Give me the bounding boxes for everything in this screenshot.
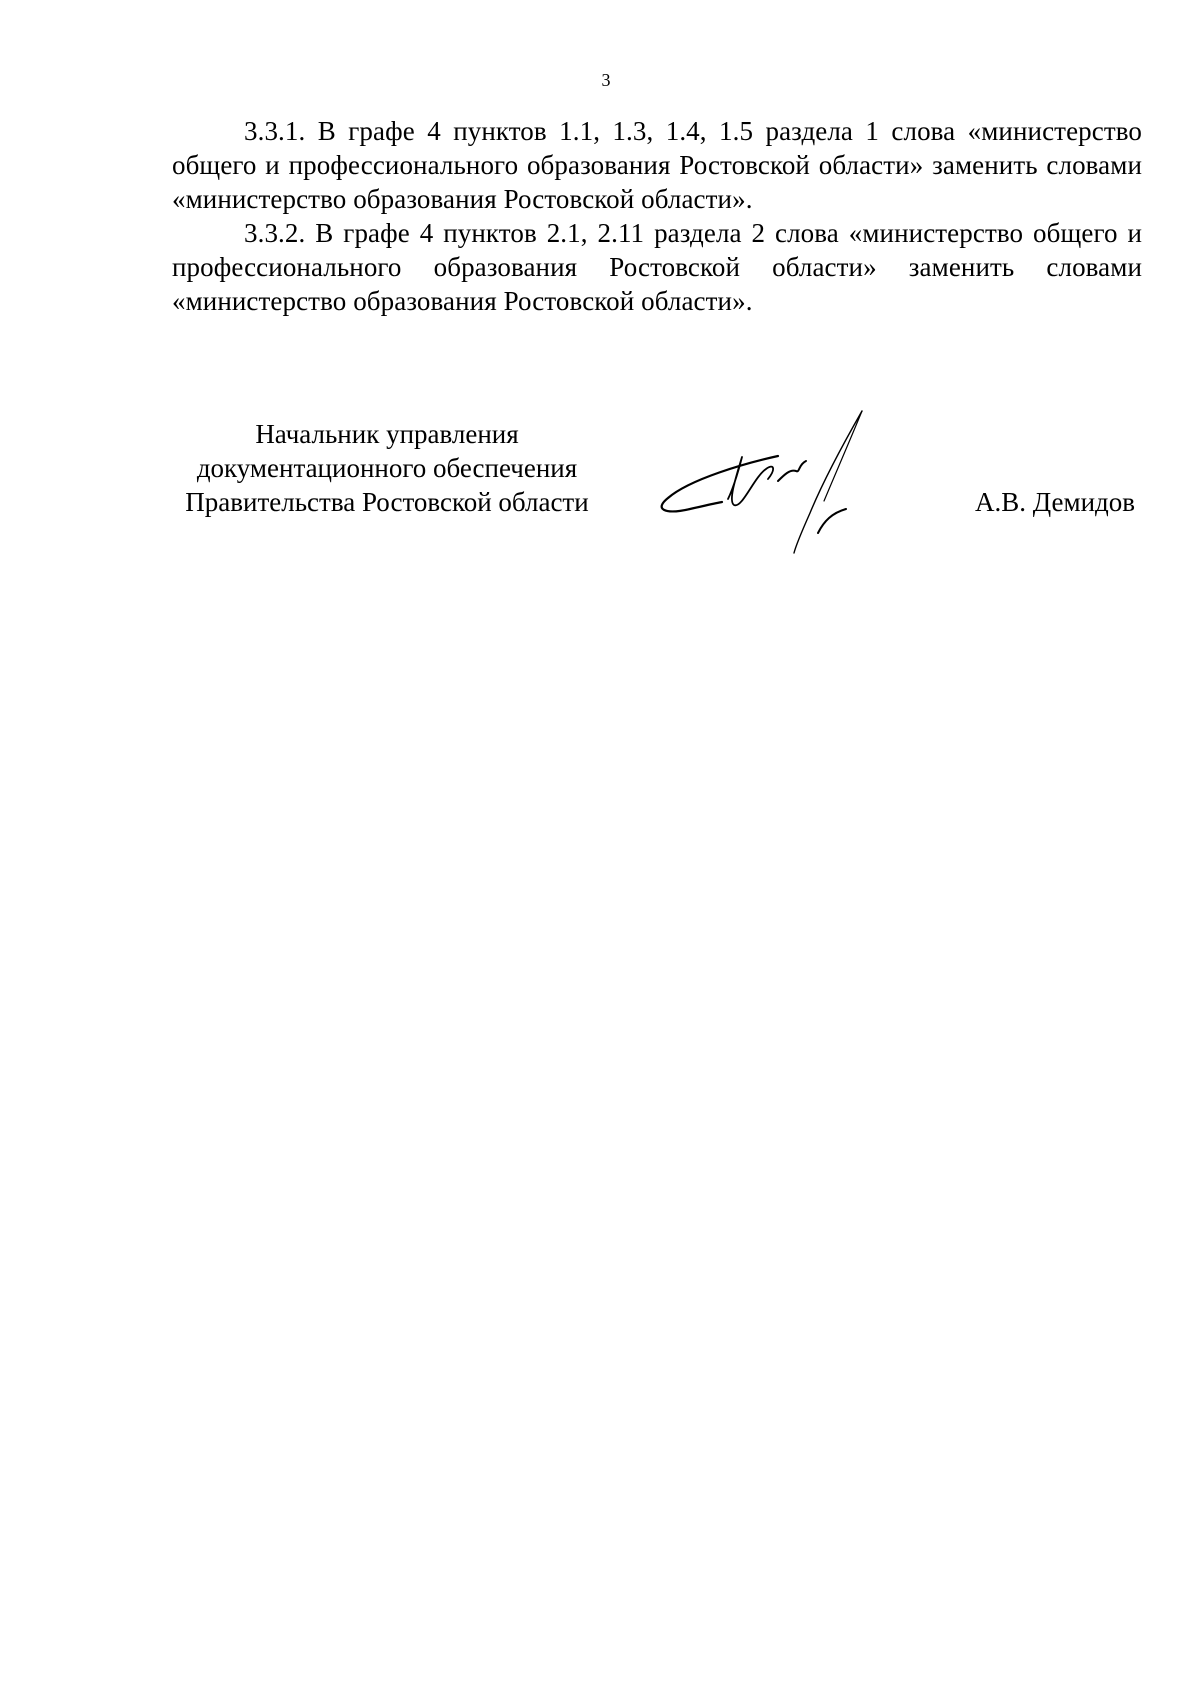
position-line-2: документационного обеспечения: [196, 453, 578, 483]
signature-icon: [650, 405, 910, 565]
position-line-3: Правительства Ростовской области: [185, 487, 589, 517]
paragraph-3-3-1: 3.3.1. В графе 4 пунктов 1.1, 1.3, 1.4, 1.5 раздела 1 слова «министерство общего и профессионального образования Ростовской области» заменить словами «министерство образования Ростовской области».: [172, 116, 1142, 214]
position-line-1: Начальник управления: [255, 419, 519, 449]
page-number: 3: [601, 70, 611, 90]
signatory-position: [172, 417, 602, 519]
signer-name: А.В. Демидов: [975, 487, 1136, 517]
paragraph-3-3-2: 3.3.2. В графе 4 пунктов 2.1, 2.11 раздела 2 слова «министерство общего и профессионального образования Ростовской области» заменить словами «министерство образования Ростовской области».: [172, 218, 1142, 316]
document-body: [172, 114, 1142, 318]
